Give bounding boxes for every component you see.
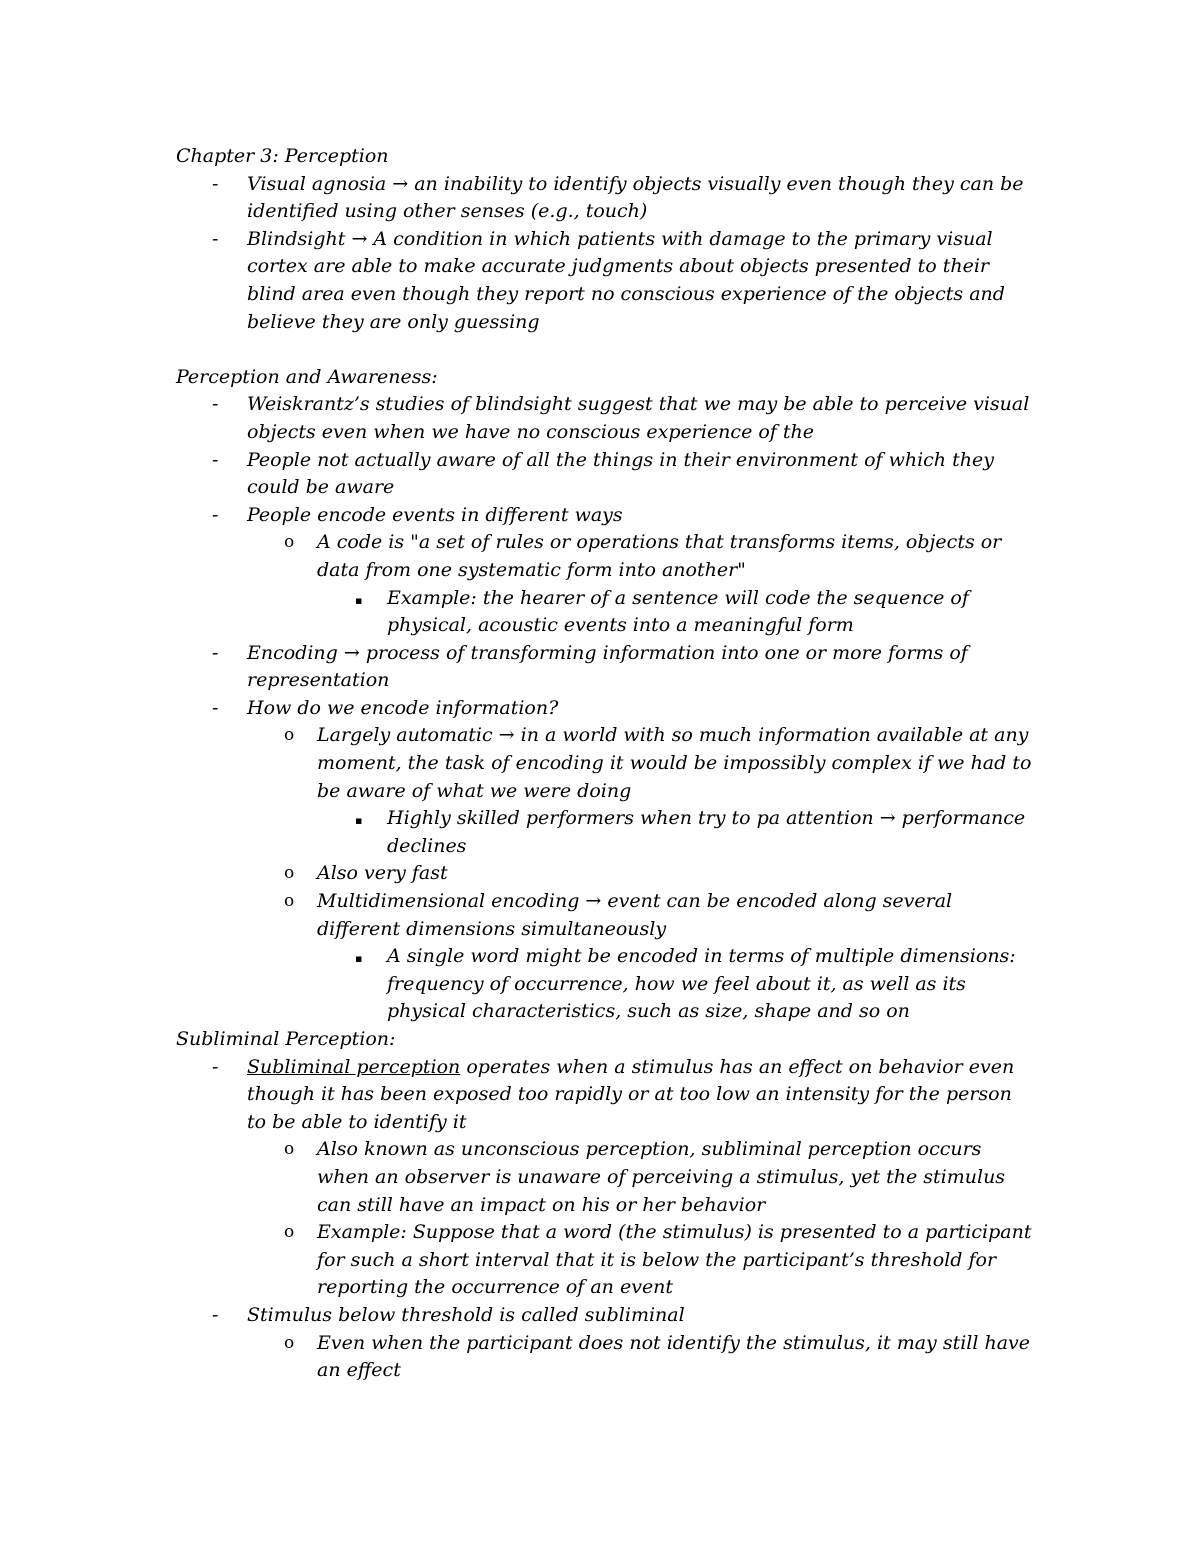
definition: event can be encoded along several different dimensions simultaneously	[317, 890, 953, 940]
chapter-list	[176, 171, 1036, 337]
notes-body	[176, 143, 1036, 1385]
sub-sub-list-item	[176, 943, 1036, 1026]
item-text: Example: Suppose that a word (the stimulus) is presented to a participant for such a short interval that it is below the participant’s threshold for reporting the occurrence of an event	[317, 1221, 1032, 1299]
item-text: Weiskrantz’s studies of blindsight suggest that we may be able to perceive visual objects even when we have no conscious experience of the	[247, 393, 1030, 443]
list-item	[176, 447, 1036, 502]
subliminal-list	[176, 1054, 1036, 1385]
circle-bullet: o	[284, 1139, 295, 1160]
item-text: performance declines	[387, 807, 1026, 857]
circle-bullet: o	[284, 725, 295, 746]
dash-bullet: -	[212, 227, 219, 250]
item-text: A single word might be encoded in terms of multiple dimensions: frequency of occurrence, how we feel about it, as well as its physical characteristics, such as size, shape and so on	[387, 945, 1016, 1023]
list-item-visual-agnosia	[176, 171, 1036, 226]
sub-list-item	[176, 722, 1036, 805]
item-text: How do we encode information?	[247, 696, 559, 719]
sub-list-item	[176, 1330, 1036, 1385]
term: Visual agnosia	[247, 172, 387, 195]
item-text: Even when the participant does not identify the stimulus, it may still have an effect	[317, 1331, 1031, 1382]
dash-bullet: -	[212, 1055, 219, 1078]
definition: in a world with so much information available at any moment, the task of encoding it would be impossibly complex if we had to be aware of what we were doing	[317, 724, 1032, 802]
arrow-icon: →	[498, 724, 515, 747]
list-item	[176, 502, 1036, 530]
item-text: Example: the hearer of a sentence will code the sequence of physical, acoustic events into a meaningful form	[387, 586, 969, 637]
definition: A condition in which patients with damage to the primary visual cortex are able to make accurate judgments about objects presented to their blind area even though they report no conscious experience of the objects and believe they are only guessing	[247, 227, 1005, 333]
item-text: People not actually aware of all the things in their environment of which they could be aware	[247, 448, 994, 499]
arrow-icon: →	[351, 227, 368, 250]
definition: an inability to identify objects visually even though they can be identified using other senses (e.g., touch)	[247, 172, 1024, 223]
sub-list-item	[176, 860, 1036, 888]
sub-list-item	[176, 1136, 1036, 1219]
sub-list-item	[176, 1219, 1036, 1302]
sub-sub-list-item	[176, 805, 1036, 860]
list-item	[176, 391, 1036, 446]
circle-bullet: o	[284, 863, 295, 884]
spacer	[176, 336, 1036, 364]
dash-bullet: -	[212, 1303, 219, 1326]
list-item-blindsight	[176, 226, 1036, 336]
square-bullet: ▪	[355, 814, 363, 828]
dash-bullet: -	[212, 503, 219, 526]
section-heading-awareness: Perception and Awareness:	[176, 365, 438, 388]
term: Multidimensional encoding	[317, 890, 580, 913]
sub-sub-list-item	[176, 585, 1036, 640]
dash-bullet: -	[212, 172, 219, 195]
arrow-icon: →	[585, 890, 602, 913]
sub-list-item	[176, 888, 1036, 943]
dash-bullet: -	[212, 696, 219, 719]
circle-bullet: o	[284, 1222, 295, 1243]
section-heading-subliminal: Subliminal Perception:	[176, 1028, 396, 1050]
item-text: People encode events in different ways	[247, 503, 623, 526]
item-text: Also known as unconscious perception, subliminal perception occurs when an observer is unaware of perceiving a stimulus, yet the stimulus can still have an impact on his or her behavior	[317, 1138, 1006, 1216]
awareness-list	[176, 391, 1036, 1026]
chapter-title: Chapter 3: Perception	[176, 145, 389, 167]
dash-bullet: -	[212, 641, 219, 664]
item-text: Highly skilled performers when try to pa attention	[387, 807, 874, 830]
arrow-icon: →	[879, 807, 896, 830]
list-item-encoding	[176, 640, 1036, 695]
term: Largely automatic	[317, 724, 493, 747]
square-bullet: ▪	[355, 952, 363, 966]
definition: operates when a stimulus has an effect on behavior even though it has been exposed too rapidly or at too low an intensity for the person to be able to identify it	[247, 1055, 1015, 1133]
definition: process of transforming information into one or more forms of representation	[247, 641, 968, 692]
list-item	[176, 1302, 1036, 1330]
list-item	[176, 695, 1036, 723]
circle-bullet: o	[284, 891, 295, 912]
item-text: A code is "a set of rules or operations that transforms items, objects or data from one systematic form into another"	[317, 531, 1002, 581]
dash-bullet: -	[212, 393, 219, 416]
term: Blindsight	[247, 227, 346, 250]
underlined-term: Subliminal perception	[247, 1055, 461, 1078]
circle-bullet: o	[284, 1332, 295, 1353]
term: Encoding	[247, 641, 338, 664]
square-bullet: ▪	[355, 593, 363, 607]
sub-list-item	[176, 529, 1036, 584]
item-text: Stimulus below threshold is called subliminal	[247, 1303, 685, 1326]
arrow-icon: →	[392, 172, 409, 195]
circle-bullet: o	[284, 532, 295, 553]
arrow-icon: →	[343, 641, 360, 664]
item-text: Also very fast	[317, 862, 448, 885]
list-item	[176, 1054, 1036, 1137]
dash-bullet: -	[212, 448, 219, 471]
